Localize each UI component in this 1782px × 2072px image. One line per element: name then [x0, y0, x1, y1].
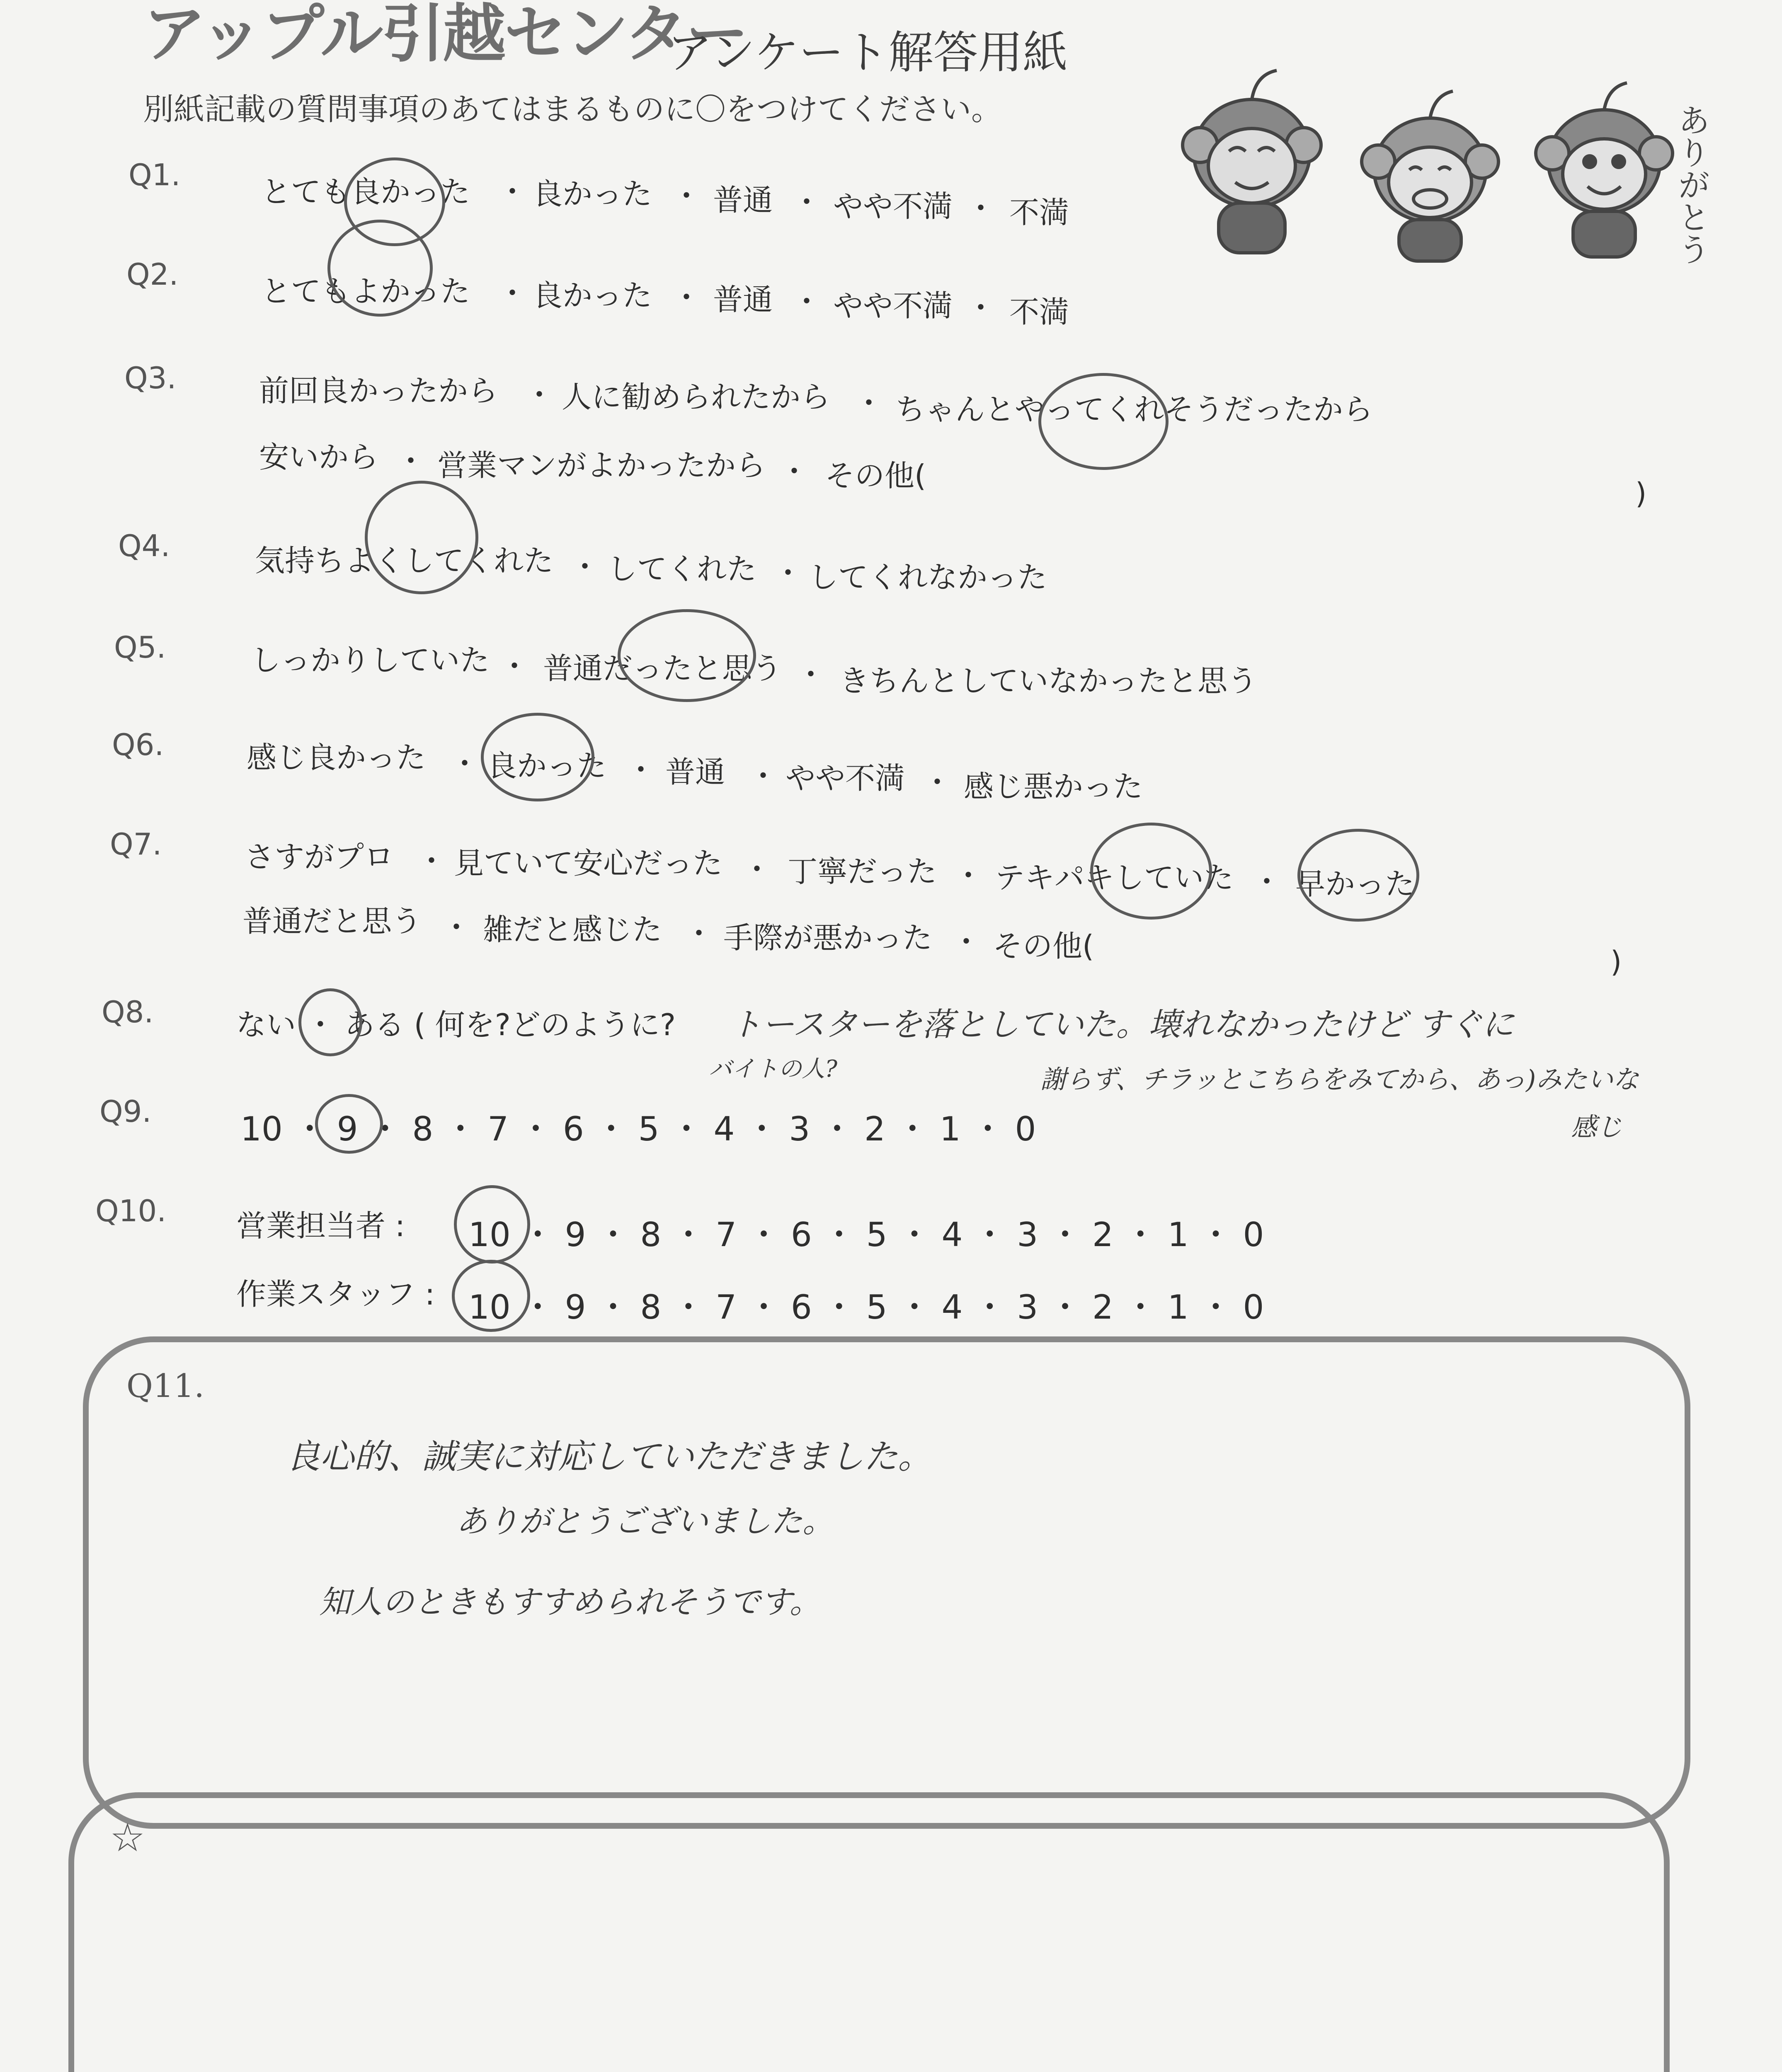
q4-option-3[interactable]: してくれなかった [808, 560, 1047, 595]
q6-label: Q6. [112, 727, 164, 762]
mascot-illustration [1156, 50, 1729, 265]
q2-label: Q2. [126, 257, 179, 292]
q1-option-4[interactable]: やや不満 [833, 189, 953, 224]
q5-label: Q5. [114, 630, 166, 665]
q3-paren-close: ) [1635, 477, 1647, 511]
q3-option-2[interactable]: 人に勧められたから [562, 380, 831, 414]
q8-answer-circle [298, 988, 362, 1056]
q9-answer-circle [315, 1094, 383, 1154]
q10-sales-scale[interactable]: 10 ・ 9 ・ 8 ・ 7 ・ 6 ・ 5 ・ 4 ・ 3 ・ 2 ・ 1 ・ 0 [468, 1215, 1264, 1254]
q6-option-3[interactable]: 普通 [665, 755, 725, 789]
q1-option-1[interactable]: とても良かった [261, 174, 470, 209]
q1-option-2[interactable]: 良かった [533, 177, 652, 211]
q3-option-5[interactable]: 営業マンがよかったから [437, 448, 766, 483]
q8-answer-line-3: 謝らず、チラッとこちらをみてから、あっ)みたいな [1040, 1064, 1639, 1094]
q5-answer-circle [618, 609, 756, 702]
q10-sales-label: 営業担当者 : [236, 1208, 405, 1243]
q3-label: Q3. [124, 361, 177, 395]
q7-label: Q7. [110, 827, 162, 862]
q7-option-4[interactable]: テキパキしていた [995, 860, 1234, 895]
mascot-thanks-text: ありがとう [1673, 104, 1710, 265]
q8-answer-line-2: バイトの人? [709, 1055, 838, 1082]
q6-option-4[interactable]: やや不満 [786, 761, 905, 796]
q3-option-4[interactable]: 安いから [259, 440, 379, 474]
q10-staff-label: 作業スタッフ : [236, 1277, 435, 1312]
q2-option-2[interactable]: 良かった [533, 278, 652, 313]
q5-option-1[interactable]: しっかりしていた [251, 643, 490, 678]
q8-label: Q8. [102, 995, 154, 1029]
page-title: アップル引越センター [143, 0, 747, 70]
q8-prefix[interactable]: ない ・ ある ( 何を?どのように? [236, 1007, 676, 1042]
q7-option-9[interactable]: その他( [993, 929, 1094, 963]
q2-option-5[interactable]: 不満 [1009, 295, 1069, 329]
q10-sales-circle [454, 1185, 530, 1264]
q5-option-3[interactable]: きちんとしていなかったと思う [839, 663, 1258, 698]
q11-comment-line-3: 知人のときもすすめられそうです。 [319, 1583, 821, 1620]
q8-answer-line-4: 感じ [1571, 1112, 1623, 1142]
q11-label: Q11. [126, 1368, 204, 1405]
q7-option-7[interactable]: 雑だと感じた [483, 912, 662, 947]
q10-label: Q10. [95, 1193, 167, 1228]
q2-answer-circle [327, 220, 433, 317]
q10-staff-circle [452, 1260, 530, 1332]
q7-option-6[interactable]: 普通だと思う [242, 904, 422, 939]
q4-label: Q4. [118, 528, 170, 563]
q7-answer-circle-1 [1090, 823, 1212, 920]
q6-option-2[interactable]: 良かった [487, 748, 607, 783]
q4-option-2[interactable]: してくれた [607, 552, 757, 586]
q1-option-3[interactable]: 普通 [713, 183, 773, 218]
q3-option-1[interactable]: 前回良かったから [259, 373, 498, 408]
q11-comment-line-2: ありがとうございました。 [456, 1503, 834, 1539]
q9-label: Q9. [99, 1094, 152, 1129]
star-comment-box[interactable] [68, 1792, 1670, 2072]
q7-option-3[interactable]: 丁寧だった [788, 854, 937, 889]
q2-option-4[interactable]: やや不満 [833, 288, 953, 323]
q7-option-1[interactable]: さすがプロ [245, 840, 394, 874]
q5-option-2[interactable]: 普通だったと思う [543, 651, 782, 686]
q7-option-2[interactable]: 見ていて安心だった [454, 846, 723, 881]
q11-comment-line-1: 良心的、誠実に対応していただきました。 [286, 1437, 932, 1477]
q6-option-5[interactable]: 感じ悪かった [964, 769, 1143, 804]
q1-option-5[interactable]: 不満 [1009, 195, 1069, 230]
q7-answer-circle-2 [1297, 829, 1419, 922]
q2-option-3[interactable]: 普通 [713, 282, 773, 317]
q6-answer-circle [481, 713, 594, 801]
q4-answer-circle [365, 481, 478, 594]
q6-option-1[interactable]: 感じ良かった [247, 740, 426, 775]
q9-scale[interactable]: 10 ・ 9 ・ 8 ・ 7 ・ 6 ・ 5 ・ 4 ・ 3 ・ 2 ・ 1 ・ 0 [240, 1110, 1036, 1148]
instructions: 別紙記載の質問事項のあてはまるものに〇をつけてください。 [143, 92, 1002, 127]
page-subtitle: アンケート解答用紙 [667, 27, 1068, 79]
q4-option-1[interactable]: 気持ちよくしてくれた [255, 543, 554, 578]
q1-label: Q1. [128, 157, 181, 192]
q3-option-6[interactable]: その他( [825, 458, 926, 493]
q8-answer-line-1: トースターを落としていた。壊れなかったけど すぐに [730, 1006, 1514, 1043]
q2-option-1[interactable]: とてもよかった [261, 274, 470, 309]
q7-option-8[interactable]: 手際が悪かった [723, 920, 933, 955]
q10-staff-scale[interactable]: 10 ・ 9 ・ 8 ・ 7 ・ 6 ・ 5 ・ 4 ・ 3 ・ 2 ・ 1 ・ 0 [468, 1288, 1264, 1326]
q3-option-3[interactable]: ちゃんとやってくれそうだったから [895, 392, 1373, 427]
q7-paren-close: ) [1610, 945, 1622, 979]
q7-option-5[interactable]: 早かった [1295, 867, 1415, 901]
q3-answer-circle [1038, 373, 1169, 470]
star-label: ☆ [110, 1815, 145, 1861]
